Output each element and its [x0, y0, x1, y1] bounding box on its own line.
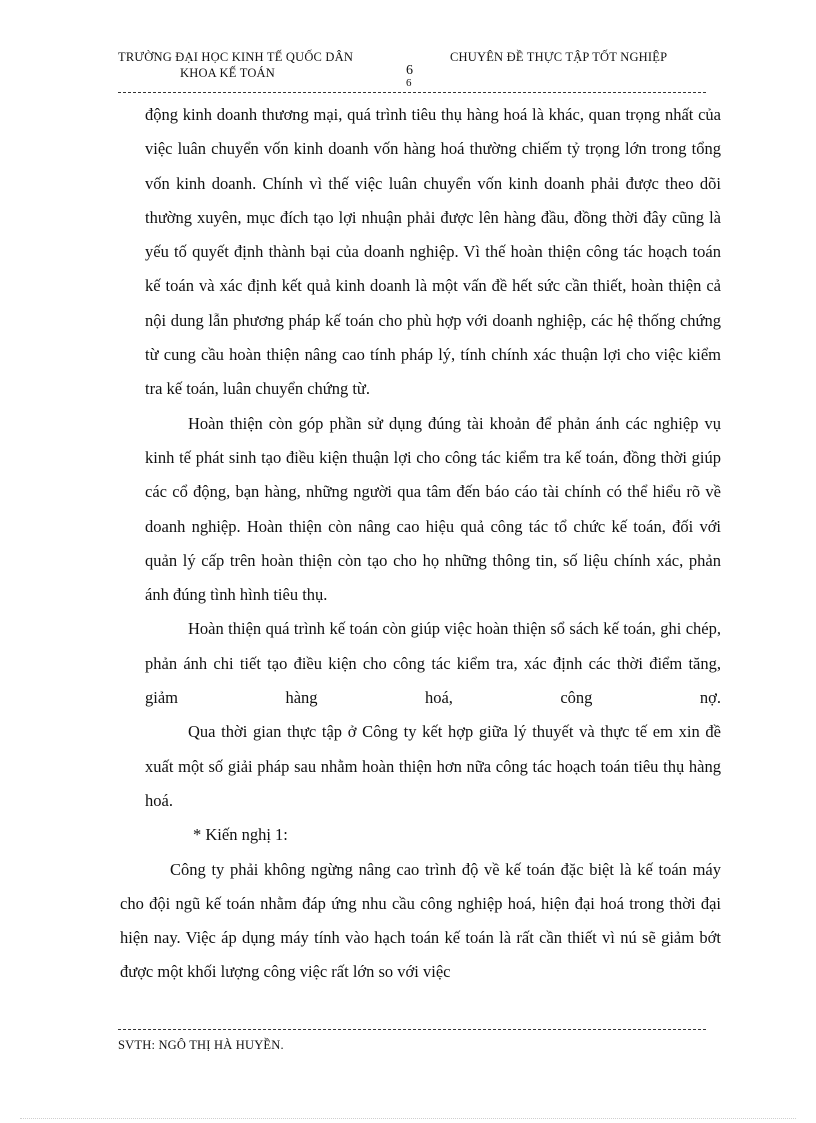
- header-divider: [118, 92, 706, 93]
- page-bottom-border: [20, 1118, 796, 1119]
- paragraph-3: Hoàn thiện quá trình kế toán còn giúp việc hoàn thiện sổ sách kế toán, ghi chép, phản ánh chi tiết tạo điều kiện cho công tác kiểm tra, xác định các thời điểm tăng, giảm hàng hoá, công nợ.: [145, 619, 721, 708]
- page-number: 6: [406, 63, 414, 78]
- page-header: [118, 50, 708, 94]
- school-name: TRƯỜNG ĐẠI HỌC KINH TẾ QUỐC DÂN: [118, 50, 354, 64]
- footer-author: SVTH: NGÔ THỊ HÀ HUYỀN.: [118, 1038, 284, 1052]
- footer-divider: [118, 1029, 706, 1030]
- document-body: [120, 98, 721, 990]
- paragraph-2: Hoàn thiện còn góp phần sử dụng đúng tài khoản để phản ánh các nghiệp vụ kinh tế phát sinh tạo điều kiện thuận lợi cho công tác kiểm tra kế toán, đồng thời giúp các cổ động, bạn hàng, những người qua tâm đến báo cáo tài chính có thể hiểu rõ về doanh nghiệp. Hoàn thiện còn nâng cao hiệu quả công tác tổ chức kế toán, đối với quản lý cấp trên hoàn thiện còn tạo cho họ những thông tin, số liệu chính xác, phản ánh đúng tình hình tiêu thụ.: [145, 413, 721, 605]
- department-name: KHOA KẾ TOÁN: [180, 66, 275, 80]
- recommendation-heading: * Kiến nghị 1:: [193, 825, 288, 845]
- paragraph-4: Qua thời gian thực tập ở Công ty kết hợp giữa lý thuyết và thực tế em xin đề xuất một số giải pháp sau nhằm hoàn thiện hơn nữa công tác hoạch toán tiêu thụ hàng hoá.: [145, 722, 721, 810]
- page-number-duplicate: 6: [406, 77, 412, 89]
- document-title: CHUYÊN ĐỀ THỰC TẬP TỐT NGHIỆP: [450, 50, 668, 64]
- paragraph-5: Công ty phải không ngừng nâng cao trình độ về kế toán đặc biệt là kế toán máy cho đội ngũ kế toán nhằm đáp ứng nhu cầu công nghiệp hoá, hiện đại hoá trong thời đại hiện nay. Việc áp dụng máy tính vào hạch toán kế toán là rất cần thiết vì nú sẽ giảm bớt được một khối lượng công việc rất lớn so với việc: [120, 859, 721, 982]
- paragraph-1: động kinh doanh thương mại, quá trình tiêu thụ hàng hoá là khác, quan trọng nhất của việc luân chuyển vốn kinh doanh vốn hàng hoá thường chiếm tỷ trọng lớn trong tổng vốn kinh doanh. Chính vì thế việc luân chuyển vốn kinh doanh phải được theo dõi thường xuyên, mục đích tạo lợi nhuận phải được lên hàng đầu, đồng thời đây cũng là yếu tố quyết định thành bại của doanh nghiệp. Vì thế hoàn thiện công tác hoạch toán kế toán và xác định kết quả kinh doanh là một vấn đề hết sức cần thiết, hoàn thiện cả nội dung lẫn phương pháp kế toán cho phù hợp với doanh nghiệp, các hệ thống chứng từ cung cầu hoàn thiện nâng cao tính pháp lý, tính chính xác thuận lợi cho việc kiểm tra kế toán, luân chuyển chứng từ.: [145, 105, 721, 399]
